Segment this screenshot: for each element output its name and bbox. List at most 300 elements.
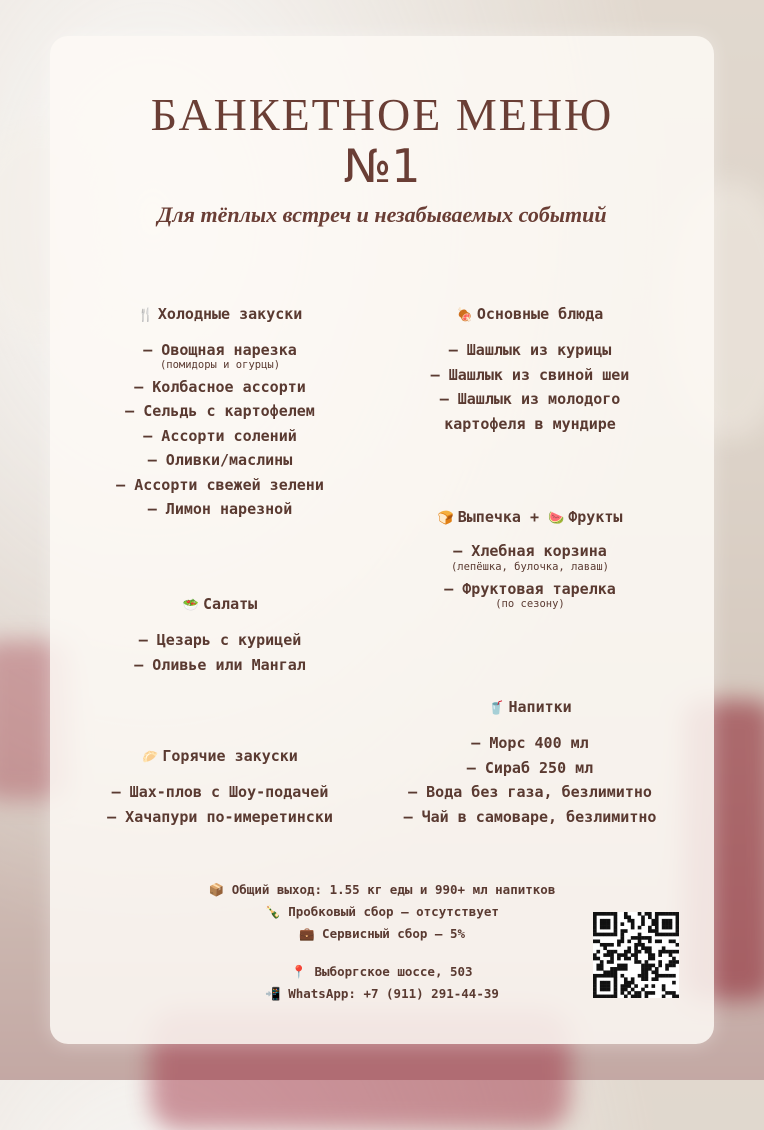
qr-module: [610, 957, 614, 961]
qr-module: [641, 915, 645, 919]
qr-module: [669, 950, 673, 954]
qr-module: [600, 967, 604, 971]
item-list: [380, 338, 680, 436]
qr-module: [676, 995, 679, 998]
qr-module: [624, 964, 628, 968]
service-fee: 💼 Сервисный сбор — 5%: [298, 926, 466, 941]
qr-module: [669, 953, 673, 957]
section-drinks: [380, 697, 680, 829]
qr-module: [669, 933, 673, 937]
qr-module: [648, 967, 652, 971]
qr-module: [669, 926, 673, 930]
qr-module: [624, 929, 628, 933]
qr-module: [634, 953, 638, 957]
qr-module: [603, 933, 607, 937]
qr-module: [648, 950, 652, 954]
qr-module: [662, 950, 666, 954]
section-salads: [70, 594, 370, 677]
qr-module: [648, 964, 652, 968]
qr-module: [645, 936, 649, 940]
qr-module: [617, 957, 621, 961]
qr-module: [607, 984, 611, 988]
qr-module: [593, 929, 597, 933]
qr-module: [614, 922, 618, 926]
section-title: 🥗 Салаты: [182, 595, 258, 613]
qr-code[interactable]: [593, 912, 679, 998]
qr-module: [610, 953, 614, 957]
section-title: 🍖 Основные блюда: [456, 305, 604, 323]
item-list: [70, 780, 370, 829]
bread-icon: 🍞: [437, 511, 454, 526]
list-item: – Ассорти солений: [143, 426, 297, 445]
qr-module: [665, 967, 669, 971]
qr-module: [672, 991, 676, 995]
item-note: (лепёшка, булочка, лаваш): [450, 560, 610, 573]
qr-module: [638, 940, 642, 944]
qr-module: [672, 957, 676, 961]
qr-module: [669, 940, 673, 944]
qr-module: [610, 950, 614, 954]
qr-module: [607, 995, 611, 998]
qr-module: [641, 946, 645, 950]
qr-module: [641, 967, 645, 971]
qr-module: [676, 950, 679, 954]
list-item: – Хлебная корзина: [453, 542, 607, 560]
qr-module: [614, 912, 618, 916]
qr-module: [614, 933, 618, 937]
qr-module: [676, 926, 679, 930]
qr-module: [638, 991, 642, 995]
qr-module: [669, 960, 673, 964]
qr-module: [621, 922, 625, 926]
list-item: – Лимон нарезной: [147, 500, 293, 518]
qr-module: [600, 981, 604, 985]
qr-module: [596, 964, 600, 968]
qr-module: [648, 936, 652, 940]
qr-module: [665, 926, 669, 930]
qr-module: [672, 960, 676, 964]
qr-module: [621, 984, 625, 988]
qr-module: [593, 984, 597, 988]
qr-module: [624, 915, 628, 919]
qr-module: [621, 929, 625, 933]
qr-module: [662, 974, 666, 978]
qr-module: [631, 977, 635, 981]
qr-module: [655, 940, 659, 944]
qr-module: [607, 926, 611, 930]
qr-module: [672, 940, 676, 944]
section-bakery-fruits: [380, 507, 680, 614]
qr-module: [593, 988, 597, 992]
qr-module: [614, 926, 618, 930]
qr-module: [593, 957, 597, 961]
qr-module: [607, 919, 611, 923]
qr-module: [624, 995, 628, 998]
qr-module: [624, 988, 628, 992]
qr-module: [655, 915, 659, 919]
qr-module: [610, 943, 614, 947]
qr-module: [634, 984, 638, 988]
cup-icon: 🥤: [488, 701, 505, 716]
qr-module: [627, 981, 631, 985]
qr-module: [624, 957, 628, 961]
section-main-dishes: [380, 304, 680, 436]
list-item: – Ассорти свежей зелени: [116, 475, 324, 494]
qr-module: [607, 943, 611, 947]
qr-module: [614, 977, 618, 981]
phone-icon: 📲: [265, 986, 281, 1001]
qr-module: [614, 919, 618, 923]
qr-module: [638, 943, 642, 947]
qr-module: [596, 912, 600, 916]
qr-module: [617, 940, 621, 944]
list-item: – Морс 400 мл: [471, 734, 589, 752]
qr-module: [634, 946, 638, 950]
qr-module: [627, 940, 631, 944]
section-title: 🍞 Выпечка + 🍉 Фрукты: [437, 508, 623, 526]
qr-module: [641, 964, 645, 968]
qr-module: [672, 912, 676, 916]
qr-module: [655, 926, 659, 930]
qr-module: [617, 953, 621, 957]
qr-module: [603, 995, 607, 998]
qr-module: [607, 953, 611, 957]
section-title: 🍴 Холодные закуски: [137, 305, 303, 323]
qr-module: [610, 960, 614, 964]
list-item: – Фруктовая тарелка: [444, 579, 616, 598]
qr-module: [593, 974, 597, 978]
package-icon: 📦: [208, 882, 225, 897]
bottle-icon: 🍾: [265, 904, 281, 919]
qr-module: [665, 991, 669, 995]
qr-module: [627, 919, 631, 923]
list-item: – Овощная нарезка: [143, 341, 297, 359]
qr-module: [627, 915, 631, 919]
menu-card: [50, 36, 714, 1044]
list-item: – Цезарь с курицей: [138, 631, 302, 649]
item-list: [70, 628, 370, 677]
qr-module: [621, 974, 625, 978]
qr-module: [607, 981, 611, 985]
qr-module: [634, 957, 638, 961]
qr-module: [658, 964, 662, 968]
qr-module: [600, 964, 604, 968]
qr-module: [641, 922, 645, 926]
qr-module: [631, 988, 635, 992]
qr-module: [634, 960, 638, 964]
qr-module: [621, 940, 625, 944]
qr-module: [634, 991, 638, 995]
qr-module: [648, 940, 652, 944]
qr-module: [600, 960, 604, 964]
qr-module: [614, 981, 618, 985]
briefcase-icon: 💼: [298, 926, 315, 941]
qr-module: [651, 922, 655, 926]
qr-module: [655, 922, 659, 926]
list-item: – Шашлык из свиной шеи: [430, 365, 630, 384]
qr-module: [655, 929, 659, 933]
qr-module: [651, 977, 655, 981]
qr-module: [648, 929, 652, 933]
qr-module: [669, 912, 673, 916]
qr-module: [600, 933, 604, 937]
dumpling-icon: 🥟: [142, 750, 159, 765]
qr-module: [603, 926, 607, 930]
qr-module: [603, 981, 607, 985]
qr-module: [641, 977, 645, 981]
qr-module: [600, 984, 604, 988]
qr-module: [662, 946, 666, 950]
qr-module: [593, 933, 597, 937]
qr-module: [669, 919, 673, 923]
qr-module: [631, 926, 635, 930]
qr-module: [641, 919, 645, 923]
qr-module: [665, 974, 669, 978]
qr-module: [607, 970, 611, 974]
qr-module: [624, 912, 628, 916]
qr-module: [648, 915, 652, 919]
qr-module: [617, 964, 621, 968]
menu-subtitle: Для тёплых встреч и незабываемых событий: [157, 202, 607, 227]
qr-module: [603, 974, 607, 978]
qr-module: [617, 943, 621, 947]
qr-module: [614, 991, 618, 995]
pin-icon: 📍: [291, 964, 307, 979]
qr-module: [648, 926, 652, 930]
qr-module: [603, 953, 607, 957]
qr-module: [600, 995, 604, 998]
qr-module: [607, 933, 611, 937]
section-title: 🥤 Напитки: [488, 698, 572, 716]
qr-module: [645, 950, 649, 954]
qr-module: [676, 933, 679, 937]
qr-module: [638, 974, 642, 978]
section-title: 🥟 Горячие закуски: [142, 747, 298, 765]
qr-module: [621, 936, 625, 940]
qr-module: [593, 940, 597, 944]
qr-module: [645, 964, 649, 968]
qr-module: [665, 912, 669, 916]
qr-module: [638, 960, 642, 964]
qr-module: [627, 950, 631, 954]
qr-module: [655, 967, 659, 971]
qr-module: [607, 922, 611, 926]
qr-module: [641, 988, 645, 992]
qr-module: [645, 912, 649, 916]
qr-module: [634, 943, 638, 947]
qr-module: [676, 960, 679, 964]
qr-module: [658, 940, 662, 944]
qr-module: [631, 981, 635, 985]
qr-module: [631, 995, 635, 998]
item-list: [380, 539, 680, 611]
qr-module: [665, 950, 669, 954]
qr-module: [669, 922, 673, 926]
qr-module: [638, 950, 642, 954]
qr-module: [651, 984, 655, 988]
qr-module: [593, 991, 597, 995]
qr-module: [645, 977, 649, 981]
qr-module: [600, 926, 604, 930]
qr-module: [648, 946, 652, 950]
qr-module: [658, 953, 662, 957]
qr-module: [596, 940, 600, 944]
menu-number: №1: [343, 139, 421, 193]
qr-module: [603, 943, 607, 947]
salad-icon: 🥗: [182, 598, 199, 613]
qr-module: [603, 984, 607, 988]
total-output: 📦 Общий выход: 1.55 кг еды и 990+ мл напитков: [208, 882, 556, 897]
qr-module: [627, 984, 631, 988]
qr-module: [651, 957, 655, 961]
fork-knife-icon: 🍴: [137, 308, 154, 323]
list-item: – Чай в самоваре, безлимитно: [403, 807, 657, 826]
qr-module: [593, 922, 597, 926]
qr-module: [645, 970, 649, 974]
qr-module: [624, 984, 628, 988]
qr-module: [658, 974, 662, 978]
qr-module: [669, 974, 673, 978]
qr-module: [648, 957, 652, 961]
qr-module: [621, 988, 625, 992]
qr-module: [614, 988, 618, 992]
section-cold-appetizers: [70, 304, 370, 522]
qr-module: [621, 933, 625, 937]
qr-module: [645, 960, 649, 964]
qr-module: [648, 912, 652, 916]
qr-module: [638, 936, 642, 940]
qr-module: [603, 988, 607, 992]
whatsapp-contact[interactable]: 📲 WhatsApp: +7 (911) 291-44-39: [265, 986, 499, 1001]
qr-module: [607, 960, 611, 964]
menu-title: БАНКЕТНОЕ МЕНЮ: [150, 89, 614, 140]
qr-module: [614, 950, 618, 954]
qr-module: [627, 957, 631, 961]
qr-module: [662, 926, 666, 930]
qr-module: [600, 919, 604, 923]
qr-module: [645, 974, 649, 978]
qr-module: [672, 933, 676, 937]
qr-module: [662, 984, 666, 988]
qr-module: [672, 964, 676, 968]
item-list: [380, 731, 680, 829]
qr-module: [651, 964, 655, 968]
qr-module: [593, 953, 597, 957]
qr-module: [593, 915, 597, 919]
qr-module: [651, 929, 655, 933]
qr-module: [648, 991, 652, 995]
qr-module: [614, 995, 618, 998]
qr-module: [621, 967, 625, 971]
qr-module: [669, 991, 673, 995]
qr-module: [624, 967, 628, 971]
section-hot-appetizers: [70, 746, 370, 829]
item-note: (по сезону): [495, 598, 565, 610]
qr-module: [655, 912, 659, 916]
qr-module: [603, 970, 607, 974]
qr-module: [624, 953, 628, 957]
qr-module: [665, 922, 669, 926]
qr-module: [593, 977, 597, 981]
qr-module: [638, 926, 642, 930]
qr-module: [638, 933, 642, 937]
qr-module: [593, 919, 597, 923]
qr-module: [651, 919, 655, 923]
list-item: картофеля в мундире: [444, 414, 616, 433]
qr-module: [610, 995, 614, 998]
qr-module: [607, 974, 611, 978]
qr-module: [600, 922, 604, 926]
qr-module: [593, 912, 597, 916]
qr-module: [658, 933, 662, 937]
qr-module: [672, 974, 676, 978]
qr-module: [662, 988, 666, 992]
qr-module: [614, 915, 618, 919]
qr-module: [662, 919, 666, 923]
list-item: – Шашлык из курицы: [448, 341, 612, 359]
qr-module: [676, 915, 679, 919]
qr-module: [600, 912, 604, 916]
list-item: – Оливки/маслины: [147, 451, 293, 469]
item-note: (помидоры и огурцы): [159, 358, 281, 371]
qr-module: [676, 929, 679, 933]
qr-code-icon: [593, 912, 679, 998]
qr-module: [638, 912, 642, 916]
qr-module: [631, 936, 635, 940]
list-item: – Вода без газа, безлимитно: [408, 783, 652, 801]
qr-module: [603, 922, 607, 926]
qr-module: [645, 967, 649, 971]
qr-module: [600, 974, 604, 978]
qr-module: [665, 964, 669, 968]
qr-module: [624, 981, 628, 985]
qr-module: [641, 943, 645, 947]
qr-module: [596, 967, 600, 971]
qr-module: [614, 970, 618, 974]
qr-module: [648, 953, 652, 957]
qr-module: [662, 995, 666, 998]
qr-module: [662, 912, 666, 916]
meat-icon: 🍖: [456, 308, 473, 323]
qr-module: [603, 946, 607, 950]
qr-module: [669, 964, 673, 968]
qr-module: [596, 933, 600, 937]
qr-module: [593, 995, 597, 998]
qr-module: [593, 926, 597, 930]
qr-module: [651, 953, 655, 957]
qr-module: [651, 991, 655, 995]
qr-module: [641, 936, 645, 940]
qr-module: [638, 995, 642, 998]
qr-module: [614, 967, 618, 971]
qr-module: [610, 970, 614, 974]
qr-module: [641, 970, 645, 974]
qr-module: [645, 984, 649, 988]
cork-fee: 🍾 Пробковый сбор — отсутствует: [265, 904, 499, 919]
qr-module: [672, 950, 676, 954]
qr-module: [662, 922, 666, 926]
qr-module: [676, 912, 679, 916]
qr-module: [624, 977, 628, 981]
qr-module: [651, 970, 655, 974]
qr-module: [614, 974, 618, 978]
qr-module: [603, 912, 607, 916]
qr-module: [596, 950, 600, 954]
qr-module: [634, 936, 638, 940]
qr-module: [621, 964, 625, 968]
qr-module: [634, 995, 638, 998]
list-item: – Сираб 250 мл: [466, 758, 594, 777]
